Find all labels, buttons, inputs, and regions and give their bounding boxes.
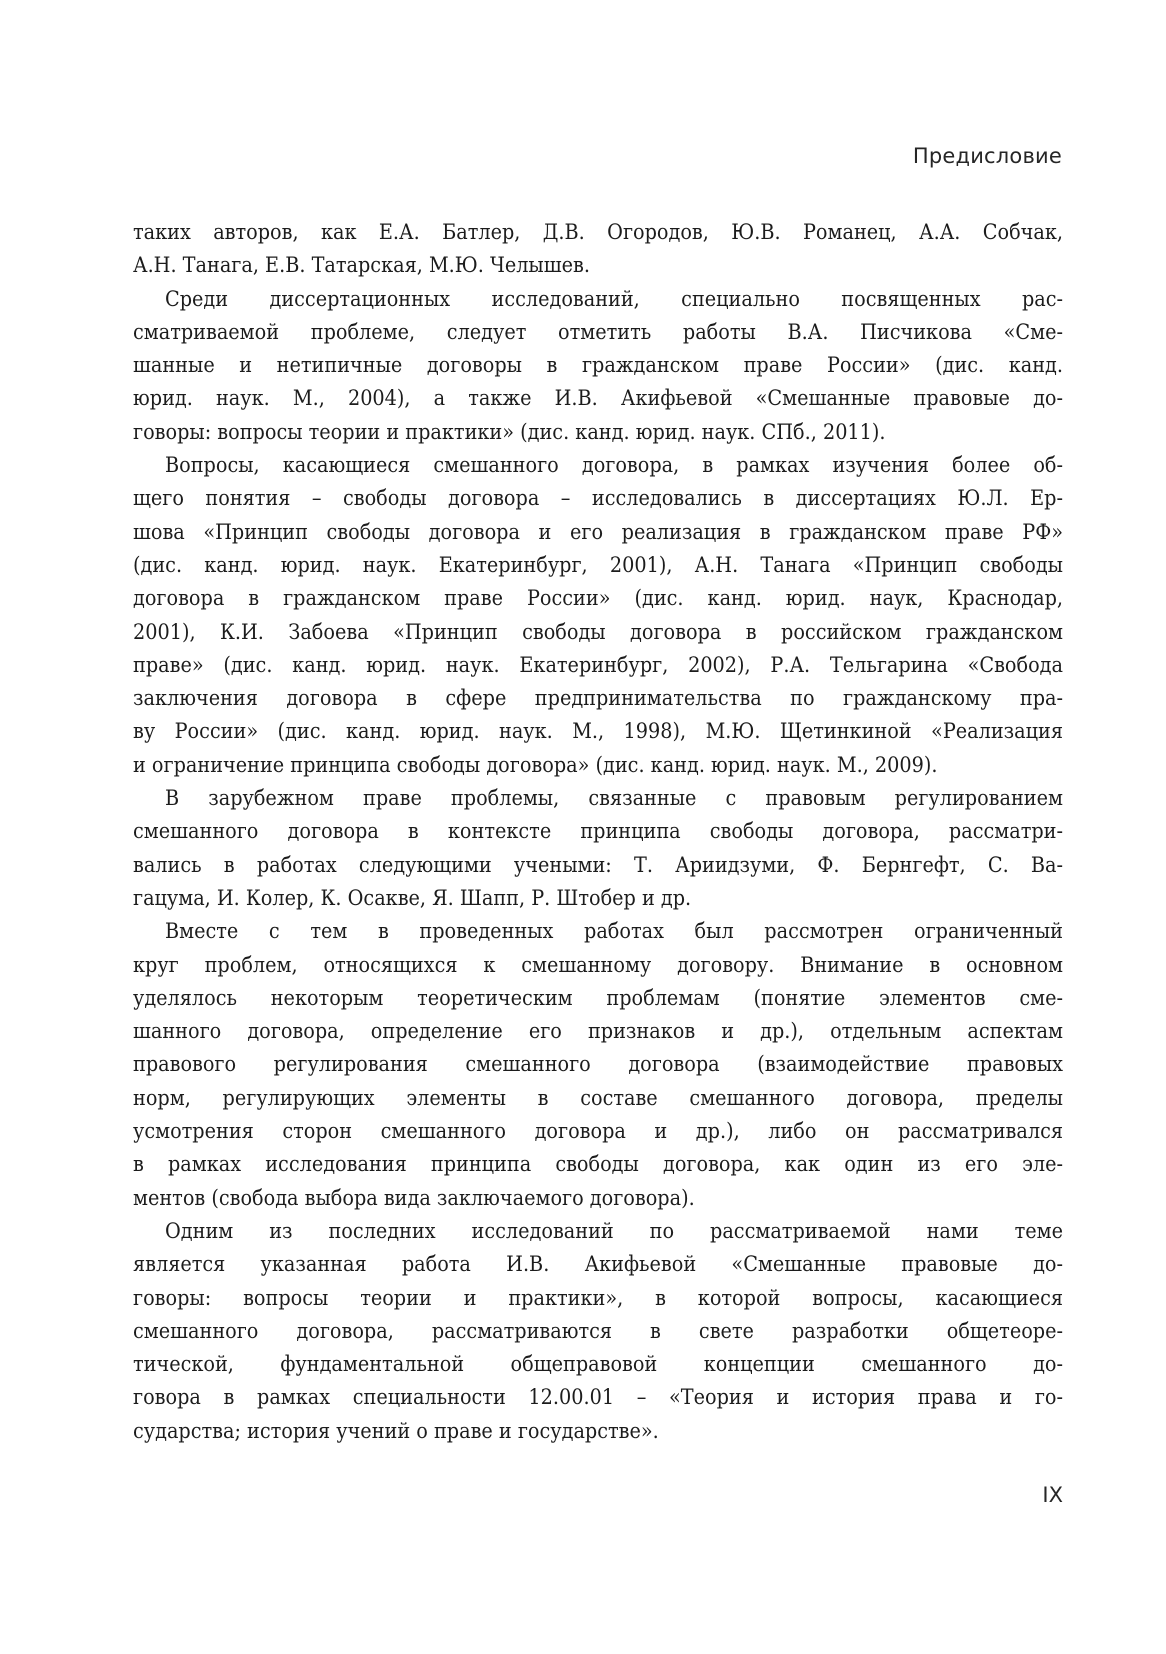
text-line: уделялось некоторым теоретическим проблемам (понятие элементов сме- [133, 985, 1063, 1011]
text-line: щего понятия – свободы договора – исследовались в диссертациях Ю.Л. Ер- [133, 486, 1063, 512]
text-line: таких авторов, как Е.А. Батлер, Д.В. Огородов, Ю.В. Романец, А.А. Собчак, [133, 220, 1063, 245]
text-line: сматриваемой проблеме, следует отметить работы В.А. Писчикова «Сме- [133, 319, 1063, 345]
text-line: шанного договора, определение его признаков и др.), отдельным аспектам [133, 1019, 1063, 1045]
text-line: юрид. наук. М., 2004), а также И.В. Акифьевой «Смешанные правовые до- [133, 386, 1063, 412]
text-line: договора в гражданском праве России» (дис. канд. юрид. наук, Краснодар, [133, 586, 1063, 612]
text-line: праве» (дис. канд. юрид. наук. Екатеринбург, 2002), Р.А. Тельгарина «Свобода [133, 652, 1063, 678]
text-line: в рамках исследования принципа свободы договора, как один из его эле- [133, 1152, 1063, 1178]
text-line: говора в рамках специальности 12.00.01 – «Теория и история права и го- [133, 1385, 1063, 1411]
text-line: смешанного договора в контексте принципа свободы договора, рассматри- [133, 819, 1063, 845]
text-line: Вместе с тем в проведенных работах был рассмотрен ограниченный [165, 919, 1063, 945]
text-line: шова «Принцип свободы договора и его реализация в гражданском праве РФ» [133, 519, 1063, 545]
text-line: заключения договора в сфере предпринимательства по гражданскому пра- [133, 686, 1063, 712]
text-line: сударства; история учений о праве и государстве». [133, 1418, 659, 1444]
page-number: IX [1042, 1483, 1063, 1507]
text-line: Одним из последних исследований по рассматриваемой нами теме [165, 1218, 1063, 1244]
text-line: говоры: вопросы теории и практики», в которой вопросы, касающиеся [133, 1285, 1063, 1311]
text-line: ментов (свобода выбора вида заключаемого договора). [133, 1185, 695, 1211]
text-line: (дис. канд. юрид. наук. Екатеринбург, 2001), А.Н. Танага «Принцип свободы [133, 552, 1063, 578]
text-line: 2001), К.И. Забоева «Принцип свободы договора в российском гражданском [133, 619, 1063, 645]
text-line: Вопросы, касающиеся смешанного договора, в рамках изучения более об- [165, 453, 1063, 479]
text-line: В зарубежном праве проблемы, связанные с правовым регулированием [165, 786, 1063, 812]
text-line: Среди диссертационных исследований, специально посвященных рас- [165, 286, 1063, 312]
text-line: ву России» (дис. канд. юрид. наук. М., 1998), М.Ю. Щетинкиной «Реализация [133, 719, 1063, 745]
text-line: норм, регулирующих элементы в составе смешанного договора, пределы [133, 1085, 1063, 1111]
text-line: усмотрения сторон смешанного договора и др.), либо он рассматривался [133, 1119, 1063, 1145]
running-header: Предисловие [912, 144, 1062, 168]
text-line: гацума, И. Колер, К. Осакве, Я. Шапп, Р. Штобер и др. [133, 885, 692, 911]
text-line: и ограничение принципа свободы договора» (дис. канд. юрид. наук. М., 2009). [133, 752, 938, 778]
text-line: говоры: вопросы теории и практики» (дис. канд. юрид. наук. СПб., 2011). [133, 419, 886, 445]
text-line: А.Н. Танага, Е.В. Татарская, М.Ю. Челышев. [133, 253, 590, 279]
text-line: тической, фундаментальной общеправовой концепции смешанного до- [133, 1352, 1063, 1378]
body-text [133, 216, 1063, 1448]
text-line: является указанная работа И.В. Акифьевой «Смешанные правовые до- [133, 1252, 1063, 1278]
text-line: смешанного договора, рассматриваются в свете разработки общетеоре- [133, 1318, 1063, 1344]
text-line: вались в работах следующими учеными: Т. Ариидзуми, Ф. Бернгефт, С. Ва- [133, 852, 1063, 878]
text-line: правового регулирования смешанного договора (взаимодействие правовых [133, 1052, 1063, 1078]
text-line: круг проблем, относящихся к смешанному договору. Внимание в основном [133, 952, 1063, 978]
text-line: шанные и нетипичные договоры в гражданском праве России» (дис. канд. [133, 353, 1063, 379]
